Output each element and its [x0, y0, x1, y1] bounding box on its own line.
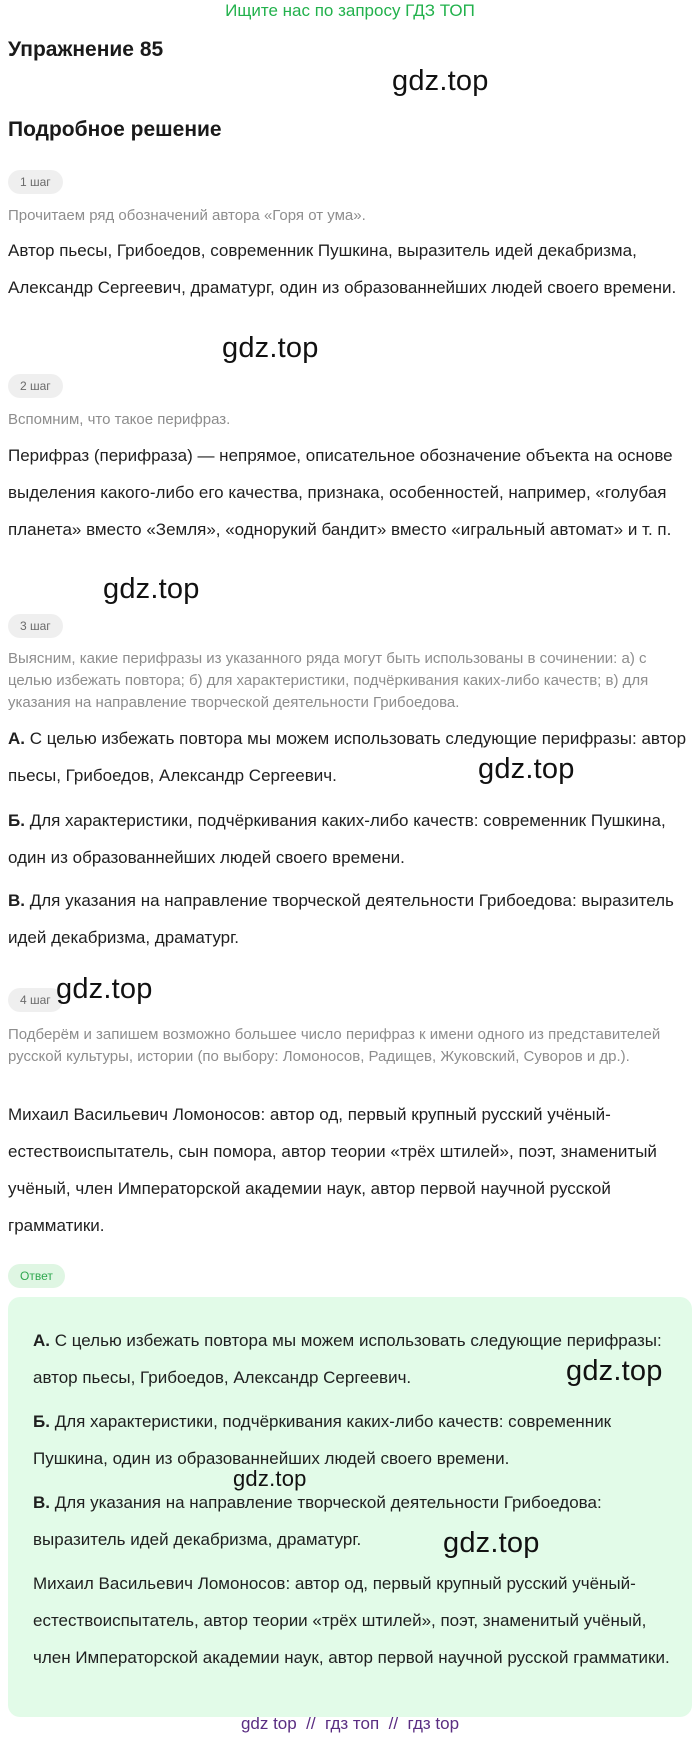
item-text: Для характеристики, подчёркивания каких-либо качеств: современник Пушкина, один из образованнейших людей своего времени. [33, 1412, 612, 1468]
step-3-hint: Выясним, какие перифразы из указанного ряда могут быть использованы в сочинении: а) с целью избежать повтора; б) для характеристики, подчёркивания каких-либо качеств; в) для указания на направление творческой деятельности Грибоедова. [8, 650, 649, 711]
step-1-text: Автор пьесы, Грибоедов, современник Пушкина, выразитель идей декабризма, Александр Сергеевич, драматург, один из образованнейших людей своего времени. [8, 241, 677, 297]
step-2-text: Перифраз (перифраза) — непрямое, описательное обозначение объекта на основе выделения какого-либо его качества, признака, особенностей, например, «голубая планета» вместо «Земля», «однорукий бандит» вместо «игральный автомат» и т. п. [8, 446, 673, 539]
answer-badge [8, 1264, 65, 1288]
answer-item-c [33, 1484, 673, 1558]
watermark: gdz.top [103, 573, 200, 605]
step-3-item-a [8, 720, 688, 794]
step-2-badge [8, 374, 63, 398]
watermark: gdz.top [392, 65, 489, 97]
watermark: gdz.top [56, 973, 153, 1005]
item-letter: Б. [8, 811, 25, 830]
item-text: Для указания на направление творческой деятельности Грибоедова: выразитель идей декабризма, драматург. [33, 1493, 602, 1549]
item-letter: В. [33, 1493, 50, 1512]
item-text: Для характеристики, подчёркивания каких-либо качеств: современник Пушкина, один из образованнейших людей своего времени. [8, 811, 666, 867]
item-text: С целью избежать повтора мы можем использовать следующие перифразы: автор пьесы, Грибоедов, Александр Сергеевич. [8, 729, 687, 785]
item-text: Для указания на направление творческой деятельности Грибоедова: выразитель идей декабризма, драматург. [8, 891, 674, 947]
step-label: 4 шаг [8, 988, 63, 1012]
watermark: gdz.top [233, 1466, 307, 1491]
step-3-item-c [8, 882, 688, 956]
item-letter: А. [8, 729, 25, 748]
answer-item-b [33, 1403, 673, 1477]
step-1-hint: Прочитаем ряд обозначений автора «Горя от ума». [8, 207, 366, 224]
watermark: gdz.top [222, 332, 319, 364]
item-letter: В. [8, 891, 25, 910]
answer-label: Ответ [8, 1264, 65, 1288]
exercise-title: Упражнение 85 [8, 38, 164, 61]
step-label: 1 шаг [8, 170, 63, 194]
footer-links: gdz top // гдз топ // гдз top [240, 1714, 460, 1733]
watermark: gdz.top [443, 1527, 540, 1559]
step-3-item-b [8, 802, 688, 876]
answer-closing: Михаил Васильевич Ломоносов: автор од, первый крупный русский учёный-естествоиспытатель, автор теории «трёх штилей», поэт, знаменитый учёный, член Императорской академии наук, автор первой научной русской грамматики. [33, 1574, 670, 1667]
watermark: gdz.top [566, 1355, 663, 1387]
step-1-badge [8, 170, 63, 194]
step-4-badge [8, 988, 63, 1012]
step-label: 2 шаг [8, 374, 63, 398]
item-text: С целью избежать повтора мы можем использовать следующие перифразы: автор пьесы, Грибоедов, Александр Сергеевич. [33, 1331, 662, 1387]
solution-heading: Подробное решение [8, 118, 222, 141]
step-2-hint: Вспомним, что такое перифраз. [8, 411, 231, 428]
step-3-badge [8, 614, 63, 638]
step-4-text: Михаил Васильевич Ломоносов: автор од, первый крупный русский учёный-естествоиспытатель, сын помора, автор теории «трёх штилей», поэт, знаменитый учёный, член Императорской академии наук, автор первой научной русской грамматики. [8, 1105, 657, 1235]
item-letter: Б. [33, 1412, 50, 1431]
step-label: 3 шаг [8, 614, 63, 638]
watermark: gdz.top [478, 753, 575, 785]
step-4-hint: Подберём и запишем возможно большее число перифраз к имени одного из представителей русской культуры, истории (по выбору: Ломоносов, Радищев, Жуковский, Суворов и др.). [8, 1026, 661, 1065]
search-banner: Ищите нас по запросу ГДЗ ТОП [225, 1, 475, 20]
item-letter: А. [33, 1331, 50, 1350]
